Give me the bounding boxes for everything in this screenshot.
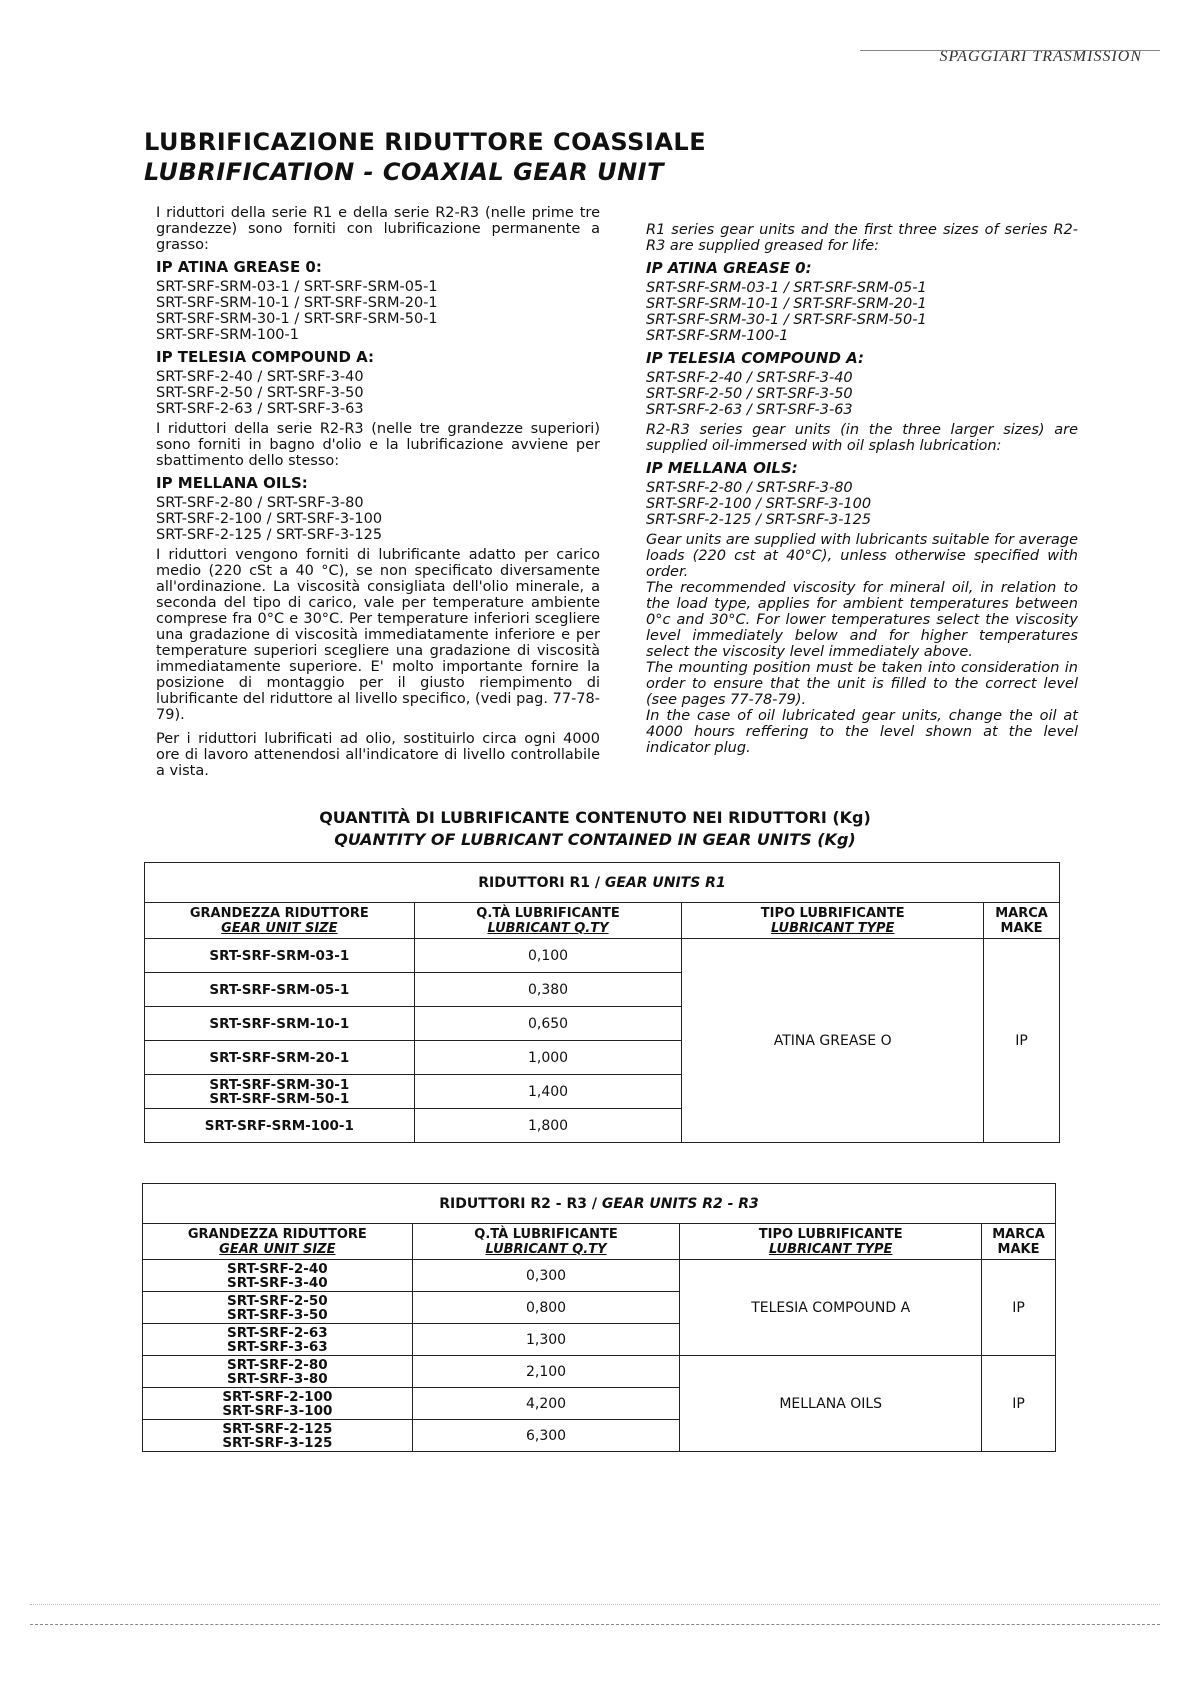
qty-cell: 0,800 bbox=[412, 1292, 680, 1324]
header-qty-it: Q.TÀ LUBRIFICANTE bbox=[476, 905, 620, 921]
size-code: SRT-SRF-3-80 bbox=[227, 1370, 328, 1387]
code-line: SRT-SRF-2-125 / SRT-SRF-3-125 bbox=[646, 512, 872, 528]
code-line: SRT-SRF-SRM-10-1 / SRT-SRF-SRM-20-1 bbox=[646, 296, 927, 312]
codes-atina-it bbox=[156, 279, 600, 343]
heading-telesia-en: IP TELESIA COMPOUND A: bbox=[646, 349, 865, 367]
header-qty bbox=[412, 1224, 680, 1260]
header-type bbox=[680, 1224, 982, 1260]
qty-cell: 0,650 bbox=[414, 1007, 682, 1041]
heading-atina-en: IP ATINA GREASE 0: bbox=[646, 259, 812, 277]
size-code: SRT-SRF-SRM-20-1 bbox=[209, 1049, 350, 1066]
size-code: SRT-SRF-2-40 bbox=[227, 1260, 328, 1277]
size-code: SRT-SRF-3-63 bbox=[227, 1338, 328, 1355]
size-code: SRT-SRF-SRM-100-1 bbox=[204, 1117, 354, 1134]
size-cell bbox=[145, 1007, 415, 1041]
qty-cell: 1,000 bbox=[414, 1041, 682, 1075]
table-r2-r3-caption bbox=[143, 1184, 1056, 1224]
footer-rule-dotted bbox=[30, 1604, 1160, 1605]
qty-cell: 1,400 bbox=[414, 1075, 682, 1109]
header-type-it: TIPO LUBRIFICANTE bbox=[758, 1226, 903, 1242]
size-cell bbox=[145, 939, 415, 973]
intro-en: R1 series gear units and the first three sizes of series R2-R3 are supplied greased for life: bbox=[646, 222, 1078, 254]
header-make bbox=[984, 903, 1060, 939]
code-line: SRT-SRF-2-40 / SRT-SRF-3-40 bbox=[156, 369, 364, 385]
code-line: SRT-SRF-SRM-10-1 / SRT-SRF-SRM-20-1 bbox=[156, 295, 438, 311]
heading-telesia-it: IP TELESIA COMPOUND A: bbox=[156, 348, 375, 366]
paragraph-viscosity-en: The recommended viscosity for mineral oil, in relation to the load type, applies for ambient temperatures between 0°c and 30°C. For lower temperatures select the viscosity level immediately below and for higher temperatures select the viscosity level immediately above. bbox=[646, 580, 1078, 660]
size-cell bbox=[143, 1260, 413, 1292]
header-make-en: MAKE bbox=[997, 1241, 1040, 1257]
type-cell: MELLANA OILS bbox=[680, 1356, 982, 1452]
make-cell: IP bbox=[984, 939, 1060, 1143]
header-make-it: MARCA bbox=[992, 1226, 1045, 1242]
size-code: SRT-SRF-2-50 bbox=[227, 1292, 328, 1309]
paragraph-mounting-en: The mounting position must be taken into consideration in order to ensure that the unit is filled to the correct level (see pages 77-78-79). bbox=[646, 660, 1078, 708]
size-code: SRT-SRF-2-63 bbox=[227, 1324, 328, 1341]
header-type-it: TIPO LUBRIFICANTE bbox=[760, 905, 905, 921]
header-qty-it: Q.TÀ LUBRIFICANTE bbox=[474, 1226, 618, 1242]
size-code: SRT-SRF-SRM-03-1 bbox=[209, 947, 350, 964]
table-r1 bbox=[144, 862, 1060, 1143]
code-line: SRT-SRF-SRM-30-1 / SRT-SRF-SRM-50-1 bbox=[646, 312, 927, 328]
header-type-en: LUBRICANT TYPE bbox=[768, 1241, 893, 1257]
size-cell bbox=[145, 973, 415, 1007]
header-make-it: MARCA bbox=[995, 905, 1048, 921]
size-code: SRT-SRF-3-50 bbox=[227, 1306, 328, 1323]
header-size-it: GRANDEZZA RIDUTTORE bbox=[189, 905, 369, 921]
qty-cell: 0,380 bbox=[414, 973, 682, 1007]
paragraph-oil-change-it: Per i riduttori lubrificati ad olio, sostituirlo circa ogni 4000 ore di lavoro attenendosi all'indicatore di livello controllabile a vista. bbox=[156, 731, 600, 779]
size-code: SRT-SRF-3-100 bbox=[222, 1402, 333, 1419]
size-cell bbox=[143, 1420, 413, 1452]
size-cell bbox=[143, 1292, 413, 1324]
size-code: SRT-SRF-2-100 bbox=[222, 1388, 333, 1405]
code-line: SRT-SRF-SRM-100-1 bbox=[156, 327, 299, 343]
size-cell bbox=[145, 1109, 415, 1143]
paragraph-viscosity-it: I riduttori vengono forniti di lubrificante adatto per carico medio (220 cSt a 40 °C), se non specificato diversamente all'ordinazione. La viscosità consigliata dell'olio minerale, a seconda del tipo di carico, vale per temperature ambiente comprese fra 0°C e 30°C. Per temperature inferiori scegliere una gradazione di viscosità immediatamente inferiore e per temperature superiori scegliere una gradazione di viscosità immediatamente superiore. E' molto importante fornire la posizione di montaggio per il giusto riempimento di lubrificante del riduttore al livello specifico, (vedi pag. 77-78-79). bbox=[156, 547, 600, 723]
intro-it: I riduttori della serie R1 e della serie R2-R3 (nelle prime tre grandezze) sono forniti con lubrificazione permanente a grasso: bbox=[156, 205, 600, 253]
caption-en: GEAR UNITS R1 bbox=[604, 874, 726, 891]
heading-mellana-en: IP MELLANA OILS: bbox=[646, 459, 798, 477]
codes-mellana-en bbox=[646, 480, 1078, 528]
code-line: SRT-SRF-2-40 / SRT-SRF-3-40 bbox=[646, 370, 853, 386]
table-row bbox=[143, 1356, 1056, 1388]
qty-cell: 1,300 bbox=[412, 1324, 680, 1356]
make-cell: IP bbox=[982, 1356, 1056, 1452]
code-line: SRT-SRF-2-100 / SRT-SRF-3-100 bbox=[156, 511, 383, 527]
size-code: SRT-SRF-2-125 bbox=[222, 1420, 333, 1437]
size-code: SRT-SRF-2-80 bbox=[227, 1356, 328, 1373]
header-size-en: GEAR UNIT SIZE bbox=[221, 920, 338, 936]
heading-mellana-it: IP MELLANA OILS: bbox=[156, 474, 308, 492]
header-qty-en: LUBRICANT Q.TY bbox=[487, 920, 609, 936]
size-cell bbox=[145, 1075, 415, 1109]
qty-cell: 1,800 bbox=[414, 1109, 682, 1143]
codes-telesia-en bbox=[646, 370, 1078, 418]
page-title-en: LUBRIFICATION - COAXIAL GEAR UNIT bbox=[144, 158, 664, 186]
brand-header: SPAGGIARI TRASMISSION bbox=[939, 48, 1142, 65]
code-line: SRT-SRF-2-80 / SRT-SRF-3-80 bbox=[646, 480, 853, 496]
table-r1-caption bbox=[145, 863, 1060, 903]
paragraph-oil-bath-it: I riduttori della serie R2-R3 (nelle tre grandezze superiori) sono forniti in bagno d'olio e la lubrificazione avviene per sbattimento dello stesso: bbox=[156, 421, 600, 469]
caption-it: RIDUTTORI R2 - R3 / bbox=[439, 1195, 602, 1212]
size-code: SRT-SRF-SRM-10-1 bbox=[209, 1015, 350, 1032]
paragraph-oil-splash-en: R2-R3 series gear units (in the three larger sizes) are supplied oil-immersed with oil splash lubrication: bbox=[646, 422, 1078, 454]
size-cell bbox=[143, 1356, 413, 1388]
qty-cell: 0,300 bbox=[412, 1260, 680, 1292]
caption-it: RIDUTTORI R1 / bbox=[478, 874, 605, 891]
code-line: SRT-SRF-2-50 / SRT-SRF-3-50 bbox=[646, 386, 853, 402]
size-code: SRT-SRF-SRM-50-1 bbox=[209, 1090, 350, 1107]
table-row bbox=[145, 939, 1060, 973]
size-cell bbox=[143, 1324, 413, 1356]
codes-telesia-it bbox=[156, 369, 600, 417]
paragraph-lubricants-en: Gear units are supplied with lubricants suitable for average loads (220 cst at 40°C), unless otherwise specified with order. bbox=[646, 532, 1078, 580]
header-size-en: GEAR UNIT SIZE bbox=[219, 1241, 336, 1257]
header-size-it: GRANDEZZA RIDUTTORE bbox=[187, 1226, 367, 1242]
qty-cell: 6,300 bbox=[412, 1420, 680, 1452]
qty-cell: 4,200 bbox=[412, 1388, 680, 1420]
size-code: SRT-SRF-3-125 bbox=[222, 1434, 333, 1451]
header-type-en: LUBRICANT TYPE bbox=[770, 920, 895, 936]
english-column bbox=[646, 222, 1078, 756]
italian-column bbox=[156, 205, 600, 779]
codes-atina-en bbox=[646, 280, 1078, 344]
header-rule bbox=[860, 50, 1160, 51]
code-line: SRT-SRF-2-125 / SRT-SRF-3-125 bbox=[156, 527, 383, 543]
size-code: SRT-SRF-3-40 bbox=[227, 1274, 328, 1291]
header-make bbox=[982, 1224, 1056, 1260]
code-line: SRT-SRF-2-50 / SRT-SRF-3-50 bbox=[156, 385, 364, 401]
heading-atina-it: IP ATINA GREASE 0: bbox=[156, 258, 322, 276]
quantity-title-en: QUANTITY OF LUBRICANT CONTAINED IN GEAR UNITS (Kg) bbox=[334, 830, 856, 849]
code-line: SRT-SRF-2-100 / SRT-SRF-3-100 bbox=[646, 496, 872, 512]
paragraph-oil-change-en: In the case of oil lubricated gear units, change the oil at 4000 hours reffering to the level shown at the level indicator plug. bbox=[646, 708, 1078, 756]
code-line: SRT-SRF-SRM-03-1 / SRT-SRF-SRM-05-1 bbox=[156, 279, 438, 295]
code-line: SRT-SRF-2-80 / SRT-SRF-3-80 bbox=[156, 495, 364, 511]
code-line: SRT-SRF-SRM-100-1 bbox=[646, 328, 789, 344]
qty-cell: 2,100 bbox=[412, 1356, 680, 1388]
code-line: SRT-SRF-SRM-03-1 / SRT-SRF-SRM-05-1 bbox=[646, 280, 927, 296]
size-cell bbox=[143, 1388, 413, 1420]
header-make-en: MAKE bbox=[1000, 920, 1043, 936]
codes-mellana-it bbox=[156, 495, 600, 543]
table-row bbox=[143, 1260, 1056, 1292]
code-line: SRT-SRF-SRM-30-1 / SRT-SRF-SRM-50-1 bbox=[156, 311, 438, 327]
header-qty bbox=[414, 903, 682, 939]
qty-cell: 0,100 bbox=[414, 939, 682, 973]
footer-rule bbox=[30, 1624, 1160, 1625]
header-size bbox=[143, 1224, 413, 1260]
type-cell: ATINA GREASE O bbox=[682, 939, 984, 1143]
size-code: SRT-SRF-SRM-30-1 bbox=[209, 1076, 350, 1093]
header-type bbox=[682, 903, 984, 939]
type-cell: TELESIA COMPOUND A bbox=[680, 1260, 982, 1356]
table-r2-r3 bbox=[142, 1183, 1056, 1452]
page-title-it: LUBRIFICAZIONE RIDUTTORE COASSIALE bbox=[144, 128, 707, 156]
size-cell bbox=[145, 1041, 415, 1075]
code-line: SRT-SRF-2-63 / SRT-SRF-3-63 bbox=[646, 402, 853, 418]
caption-en: GEAR UNITS R2 - R3 bbox=[601, 1195, 759, 1212]
code-line: SRT-SRF-2-63 / SRT-SRF-3-63 bbox=[156, 401, 364, 417]
quantity-title-it: QUANTITÀ DI LUBRIFICANTE CONTENUTO NEI RIDUTTORI (Kg) bbox=[319, 808, 871, 827]
header-qty-en: LUBRICANT Q.TY bbox=[485, 1241, 607, 1257]
header-size bbox=[145, 903, 415, 939]
make-cell: IP bbox=[982, 1260, 1056, 1356]
size-code: SRT-SRF-SRM-05-1 bbox=[209, 981, 350, 998]
